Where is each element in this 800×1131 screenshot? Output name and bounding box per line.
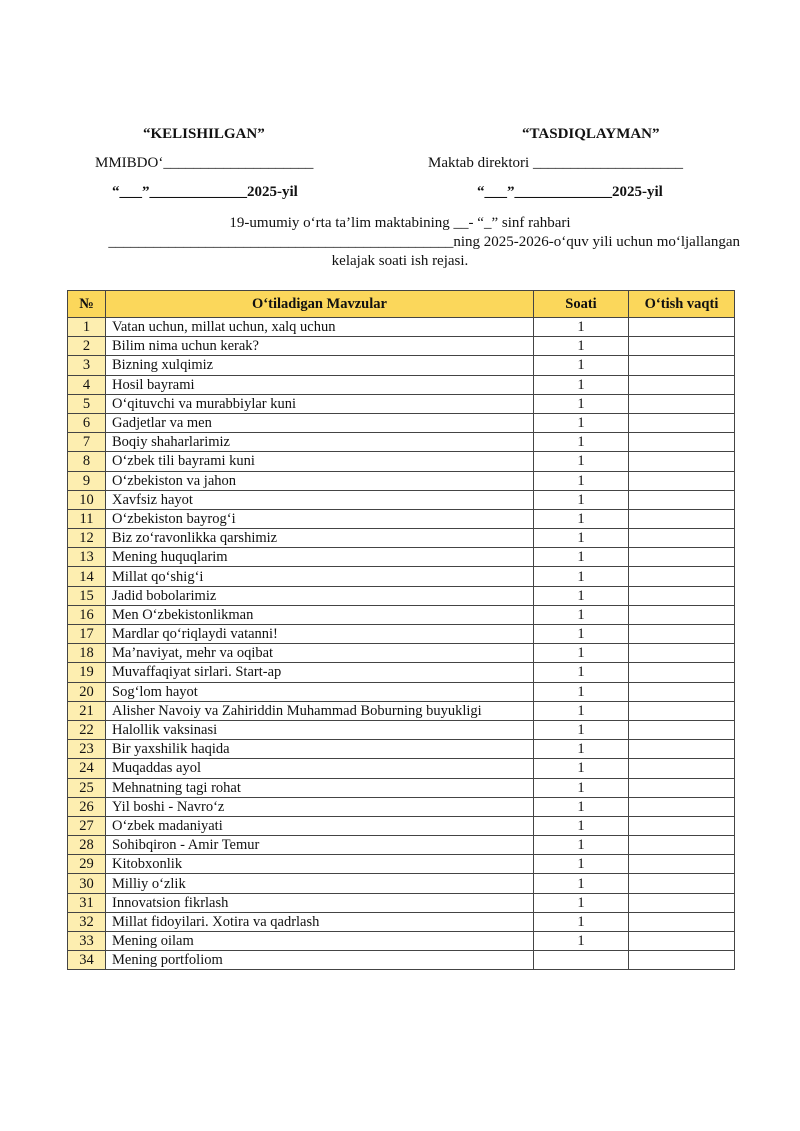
row-hours: 1: [534, 682, 629, 701]
row-topic: O‘zbek tili bayrami kuni: [106, 452, 534, 471]
row-hours: 1: [534, 932, 629, 951]
row-topic: Men O‘zbekistonlikman: [106, 605, 534, 624]
row-number: 1: [68, 318, 106, 337]
row-date: [629, 720, 735, 739]
row-number: 6: [68, 413, 106, 432]
row-number: 19: [68, 663, 106, 682]
row-number: 30: [68, 874, 106, 893]
row-hours: 1: [534, 529, 629, 548]
row-topic: Muvaffaqiyat sirlari. Start-ap: [106, 663, 534, 682]
row-hours: 1: [534, 375, 629, 394]
table-row: [68, 586, 735, 605]
row-number: 23: [68, 740, 106, 759]
table-body: [68, 318, 735, 970]
approved-date: [477, 184, 663, 201]
table-row: [68, 682, 735, 701]
row-number: 17: [68, 625, 106, 644]
row-date: [629, 836, 735, 855]
table-row: [68, 759, 735, 778]
table-row: [68, 605, 735, 624]
header-number: №: [68, 291, 106, 318]
row-hours: 1: [534, 490, 629, 509]
row-date: [629, 951, 735, 970]
row-topic: Innovatsion fikrlash: [106, 893, 534, 912]
row-topic: Mening oilam: [106, 932, 534, 951]
row-date: [629, 663, 735, 682]
row-date: [629, 394, 735, 413]
plan-introduction: [60, 214, 740, 271]
row-date: [629, 893, 735, 912]
row-topic: Bir yaxshilik haqida: [106, 740, 534, 759]
row-number: 9: [68, 471, 106, 490]
approved-title: “TASDIQLAYMAN”: [522, 126, 660, 142]
row-number: 26: [68, 797, 106, 816]
row-topic: Bilim nima uchun kerak?: [106, 337, 534, 356]
row-topic: Muqaddas ayol: [106, 759, 534, 778]
row-date: [629, 874, 735, 893]
table-row: [68, 471, 735, 490]
table-row: [68, 413, 735, 432]
row-topic: Biz zo‘ravonlikka qarshimiz: [106, 529, 534, 548]
approved-date-month: _____________: [514, 184, 612, 200]
row-hours: [534, 951, 629, 970]
row-hours: 1: [534, 318, 629, 337]
row-hours: 1: [534, 797, 629, 816]
row-date: [629, 682, 735, 701]
row-topic: O‘qituvchi va murabbiylar kuni: [106, 394, 534, 413]
table-row: [68, 932, 735, 951]
row-topic: Millat qo‘shig‘i: [106, 567, 534, 586]
row-topic: Millat fidoyilari. Xotira va qadrlash: [106, 912, 534, 931]
intro-line-school: 19-umumiy o‘rta ta’lim maktabining __- “_” sinf rahbari: [229, 215, 571, 231]
table-row: [68, 836, 735, 855]
row-date: [629, 816, 735, 835]
agreed-organization-line: MMIBDO‘____________________: [95, 155, 314, 171]
row-hours: 1: [534, 452, 629, 471]
row-number: 32: [68, 912, 106, 931]
row-number: 4: [68, 375, 106, 394]
row-number: 33: [68, 932, 106, 951]
row-date: [629, 778, 735, 797]
row-date: [629, 759, 735, 778]
row-topic: Gadjetlar va men: [106, 413, 534, 432]
row-date: [629, 413, 735, 432]
table-row: [68, 816, 735, 835]
row-topic: O‘zbekiston va jahon: [106, 471, 534, 490]
row-topic: Mardlar qo‘riqlaydi vatanni!: [106, 625, 534, 644]
approved-date-year: 2025-yil: [612, 184, 663, 200]
approved-date-day: “___”: [477, 184, 515, 200]
row-number: 8: [68, 452, 106, 471]
row-date: [629, 337, 735, 356]
row-topic: Halollik vaksinasi: [106, 720, 534, 739]
row-date: [629, 509, 735, 528]
row-hours: 1: [534, 663, 629, 682]
row-date: [629, 356, 735, 375]
row-date: [629, 644, 735, 663]
row-date: [629, 932, 735, 951]
table-row: [68, 855, 735, 874]
row-hours: 1: [534, 644, 629, 663]
row-topic: Bizning xulqimiz: [106, 356, 534, 375]
row-number: 15: [68, 586, 106, 605]
row-number: 10: [68, 490, 106, 509]
row-hours: 1: [534, 836, 629, 855]
row-topic: Mening huquqlarim: [106, 548, 534, 567]
row-hours: 1: [534, 720, 629, 739]
row-hours: 1: [534, 394, 629, 413]
row-number: 29: [68, 855, 106, 874]
header-date: O‘tish vaqti: [629, 291, 735, 318]
table-header-row: [68, 291, 735, 318]
row-hours: 1: [534, 567, 629, 586]
row-date: [629, 605, 735, 624]
row-topic: Xavfsiz hayot: [106, 490, 534, 509]
row-topic: Milliy o‘zlik: [106, 874, 534, 893]
intro-line-plan-title: kelajak soati ish rejasi.: [331, 253, 469, 269]
row-hours: 1: [534, 586, 629, 605]
row-date: [629, 625, 735, 644]
row-hours: 1: [534, 471, 629, 490]
row-date: [629, 375, 735, 394]
table-row: [68, 548, 735, 567]
table-row: [68, 797, 735, 816]
row-date: [629, 548, 735, 567]
row-hours: 1: [534, 893, 629, 912]
row-date: [629, 452, 735, 471]
row-number: 13: [68, 548, 106, 567]
table-row: [68, 912, 735, 931]
agreed-date: [112, 184, 298, 201]
row-hours: 1: [534, 740, 629, 759]
row-hours: 1: [534, 778, 629, 797]
row-number: 20: [68, 682, 106, 701]
table-row: [68, 433, 735, 452]
row-date: [629, 490, 735, 509]
table-row: [68, 740, 735, 759]
row-topic: Vatan uchun, millat uchun, xalq uchun: [106, 318, 534, 337]
table-row: [68, 529, 735, 548]
table-row: [68, 625, 735, 644]
row-hours: 1: [534, 625, 629, 644]
agreed-title: “KELISHILGAN”: [143, 126, 265, 142]
row-date: [629, 318, 735, 337]
row-number: 34: [68, 951, 106, 970]
row-hours: 1: [534, 605, 629, 624]
row-topic: Sohibqiron - Amir Temur: [106, 836, 534, 855]
row-topic: Hosil bayrami: [106, 375, 534, 394]
row-hours: 1: [534, 874, 629, 893]
row-number: 11: [68, 509, 106, 528]
table-row: [68, 490, 735, 509]
row-topic: O‘zbek madaniyati: [106, 816, 534, 835]
table-row: [68, 337, 735, 356]
row-topic: Mening portfoliom: [106, 951, 534, 970]
table-row: [68, 874, 735, 893]
agreed-date-year: 2025-yil: [247, 184, 298, 200]
lesson-plan-table: [67, 290, 735, 970]
table-row: [68, 701, 735, 720]
row-number: 24: [68, 759, 106, 778]
table-row: [68, 567, 735, 586]
row-hours: 1: [534, 433, 629, 452]
table-row: [68, 893, 735, 912]
row-number: 31: [68, 893, 106, 912]
row-number: 7: [68, 433, 106, 452]
table-row: [68, 394, 735, 413]
table-row: [68, 720, 735, 739]
row-date: [629, 740, 735, 759]
table-row: [68, 644, 735, 663]
row-date: [629, 855, 735, 874]
row-date: [629, 529, 735, 548]
table-row: [68, 318, 735, 337]
table-row: [68, 509, 735, 528]
intro-line-teacher: ______________________________________________ning 2025-2026-o‘quv yili uchun mo‘ljallangan: [108, 234, 740, 250]
row-number: 27: [68, 816, 106, 835]
row-number: 16: [68, 605, 106, 624]
row-topic: Ma’naviyat, mehr va oqibat: [106, 644, 534, 663]
row-topic: Mehnatning tagi rohat: [106, 778, 534, 797]
row-hours: 1: [534, 912, 629, 931]
agreed-date-month: _____________: [149, 184, 247, 200]
row-number: 21: [68, 701, 106, 720]
row-topic: Kitobxonlik: [106, 855, 534, 874]
row-date: [629, 912, 735, 931]
row-date: [629, 433, 735, 452]
row-topic: Alisher Navoiy va Zahiriddin Muhammad Boburning buyukligi: [106, 701, 534, 720]
row-number: 3: [68, 356, 106, 375]
row-hours: 1: [534, 816, 629, 835]
table-row: [68, 663, 735, 682]
table-row: [68, 778, 735, 797]
table-row: [68, 452, 735, 471]
agreed-date-day: “___”: [112, 184, 150, 200]
row-topic: O‘zbekiston bayrog‘i: [106, 509, 534, 528]
row-number: 5: [68, 394, 106, 413]
table-row: [68, 951, 735, 970]
row-number: 25: [68, 778, 106, 797]
row-date: [629, 701, 735, 720]
row-date: [629, 586, 735, 605]
header-hours: Soati: [534, 291, 629, 318]
row-number: 28: [68, 836, 106, 855]
row-number: 14: [68, 567, 106, 586]
row-date: [629, 567, 735, 586]
row-number: 22: [68, 720, 106, 739]
table-row: [68, 356, 735, 375]
school-director-line: Maktab direktori ____________________: [428, 155, 683, 171]
row-topic: Sog‘lom hayot: [106, 682, 534, 701]
table-row: [68, 375, 735, 394]
row-hours: 1: [534, 855, 629, 874]
row-hours: 1: [534, 759, 629, 778]
row-number: 12: [68, 529, 106, 548]
row-topic: Boqiy shaharlarimiz: [106, 433, 534, 452]
row-topic: Jadid bobolarimiz: [106, 586, 534, 605]
row-hours: 1: [534, 701, 629, 720]
row-topic: Yil boshi - Navro‘z: [106, 797, 534, 816]
row-number: 18: [68, 644, 106, 663]
row-hours: 1: [534, 337, 629, 356]
row-date: [629, 471, 735, 490]
row-hours: 1: [534, 509, 629, 528]
row-hours: 1: [534, 356, 629, 375]
row-date: [629, 797, 735, 816]
row-hours: 1: [534, 548, 629, 567]
header-topics: O‘tiladigan Mavzular: [106, 291, 534, 318]
row-number: 2: [68, 337, 106, 356]
row-hours: 1: [534, 413, 629, 432]
